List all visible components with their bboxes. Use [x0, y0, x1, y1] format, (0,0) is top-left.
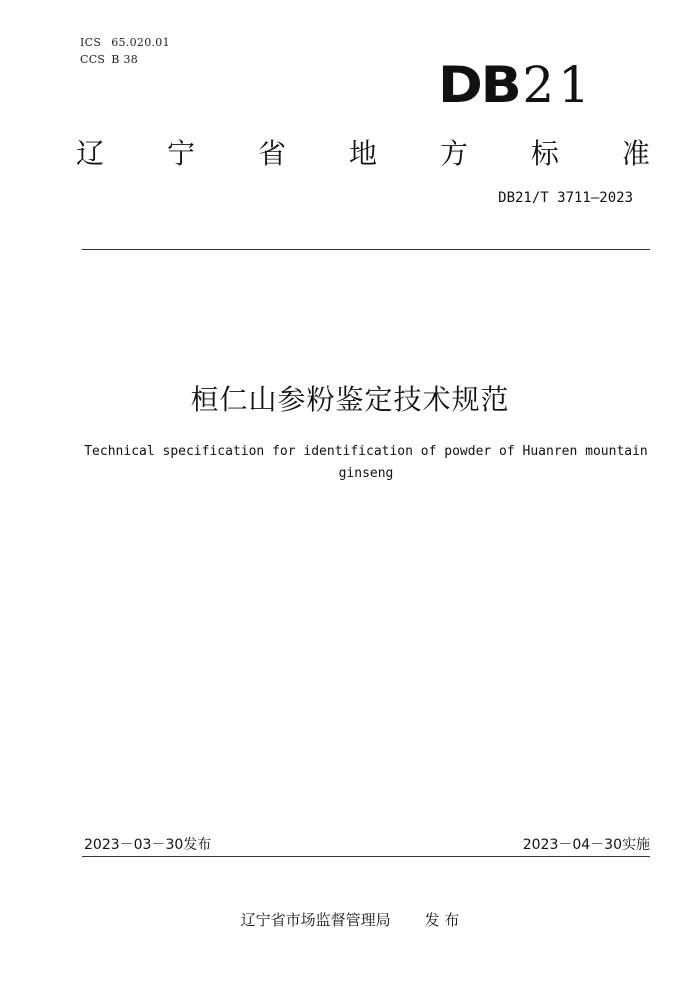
ics-value: 65.020.01	[111, 36, 170, 49]
db21-logo	[437, 56, 594, 116]
issuing-authority: 辽宁省市场监督管理局	[240, 911, 391, 929]
footer-divider	[82, 856, 650, 857]
implementation-date-value: 2023－04－30	[522, 837, 622, 853]
header-divider	[82, 249, 650, 250]
standard-type-char: 标	[530, 137, 559, 170]
standard-type-char: 方	[439, 137, 468, 170]
standard-number: DB21/T 3711—2023	[498, 190, 633, 206]
standard-type-char: 省	[257, 137, 286, 170]
ics-label: ICS	[80, 36, 102, 49]
issuer-line	[0, 910, 700, 930]
ccs-code	[80, 53, 138, 66]
standard-type-char: 辽	[76, 137, 105, 170]
implementation-date	[523, 835, 650, 855]
issue-action: 发 布	[424, 911, 460, 929]
ics-code	[80, 36, 170, 49]
ccs-label: CCS	[80, 53, 106, 66]
standard-type-char: 地	[348, 137, 377, 170]
logo-prefix: DB	[437, 56, 520, 114]
standard-type-char: 准	[621, 137, 650, 170]
document-title-cn: 桓仁山参粉鉴定技术规范	[190, 383, 510, 416]
release-date-value: 2023－03－30	[84, 837, 184, 853]
logo-number: 21	[522, 56, 594, 114]
document-title-en: Technical specification for identification of powder of Huanren mountain ginseng	[84, 444, 648, 481]
standard-type-char: 宁	[166, 137, 195, 170]
implementation-label: 实施	[622, 837, 650, 853]
release-label: 发布	[183, 837, 212, 853]
standard-type-heading	[76, 134, 650, 174]
release-date	[84, 835, 211, 855]
ccs-value: B 38	[111, 53, 139, 66]
